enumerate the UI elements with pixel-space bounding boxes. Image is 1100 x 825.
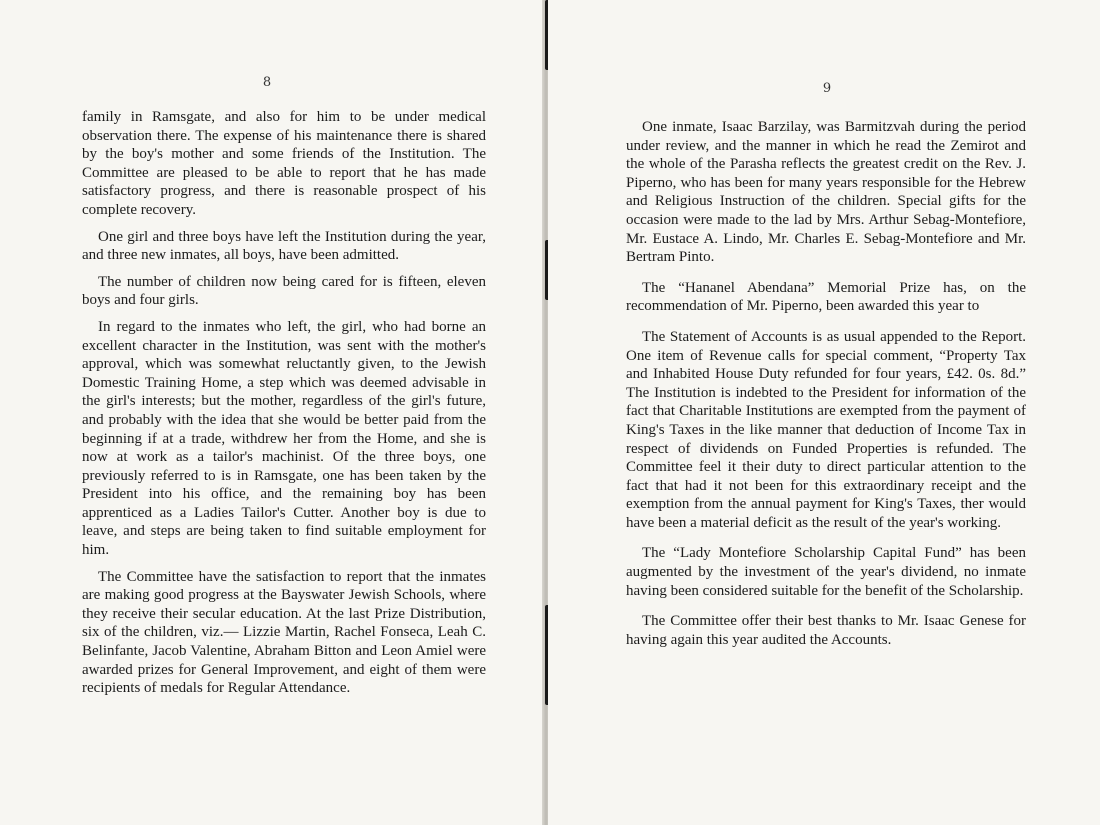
paragraph: The “Hananel Abendana” Memorial Prize has, on the recommendation of Mr. Piperno, been awarded this year to: [626, 279, 1026, 315]
paragraph: One inmate, Isaac Barzilay, was Barmitzvah during the period under review, and the manner in which he read the Zemirot and the whole of the Parasha reflects the greatest credit on the Rev. J. Piperno, who has been for many years responsible for the Hebrew and Religious Instruction of the children. Special gifts for the occasion were made to the lad by Mrs. Arthur Sebag-Montefiore, Mr. Eustace A. Lindo, Mr. Charles E. Sebag-Montefiore and Mr. Bertram Pinto.: [626, 119, 1026, 266]
page-number: 8: [262, 75, 272, 90]
paragraph: One girl and three boys have left the Institution during the year, and three new inmates, all boys, have been admitted.: [82, 228, 486, 264]
left-page: [0, 0, 546, 825]
paragraph: The number of children now being cared for is fifteen, eleven boys and four girls.: [82, 273, 486, 309]
right-text-column: [626, 118, 1026, 657]
paragraph: The Statement of Accounts is as usual appended to the Report. One item of Revenue calls for special comment, “Property Tax and Inhabited House Duty refunded for four years, £42. 0s. 8d.” The Institution is indebted to the President for information of the fact that Charitable Institutions are exempted from the payment of King's Taxes in the like manner that deduction of Income Tax in respect of dividends on Funded Properties is refunded. The Committee feel it their duty to direct particular attention to the fact that had it not been for this extraordinary receipt and the exemption from the annual payment for King's Taxes, ther would have been a material deficit as the result of the year's working.: [626, 328, 1026, 531]
paragraph: The Committee offer their best thanks to Mr. Isaac Genese for having again this year audited the Accounts.: [626, 613, 1026, 648]
page-number: 9: [822, 81, 832, 96]
paragraph: The “Lady Montefiore Scholarship Capital Fund” has been augmented by the investment of the year's dividend, no inmate having been considered suitable for the benefit of the Scholarship.: [626, 545, 1026, 599]
paragraph: family in Ramsgate, and also for him to be under medical observation there. The expense of his maintenance there is shared by the boy's mother and some friends of the Institution. The Committee are pleased to be able to report that he has made satisfactory progress, and there is reasonable prospect of his complete recovery.: [82, 109, 486, 218]
paragraph: In regard to the inmates who left, the girl, who had borne an excellent character in the Institution, was sent with the mother's approval, which was somewhat reluctantly given, to the Jewish Domestic Training Home, a step which was deemed advisable in the girl's interests; but the mother, regardless of the girl's future, and probably with the idea that she would be better paid from the beginning if at a trade, withdrew her from the Home, and she is now at work as a tailor's machinist. Of the three boys, one previously referred to is in Ramsgate, one has been taken by the President into his office, and the remaining boy has been apprenticed as a Ladies Tailor's Cutter. Another boy is due to leave, and steps are being taken to find suitable employment for him.: [82, 318, 486, 559]
paragraph: The Committee have the satisfaction to report that the inmates are making good progress at the Bayswater Jewish Schools, where they receive their secular education. At the last Prize Distribution, six of the children, viz.— Lizzie Martin, Rachel Fonseca, Leah C. Belinfante, Jacob Valentine, Abraham Bitton and Leon Amiel were awarded prizes for General Improvement, and eight of them were recipients of medals for Regular Attendance.: [82, 568, 486, 697]
right-page: [548, 0, 1100, 825]
left-text-column: [82, 108, 486, 706]
